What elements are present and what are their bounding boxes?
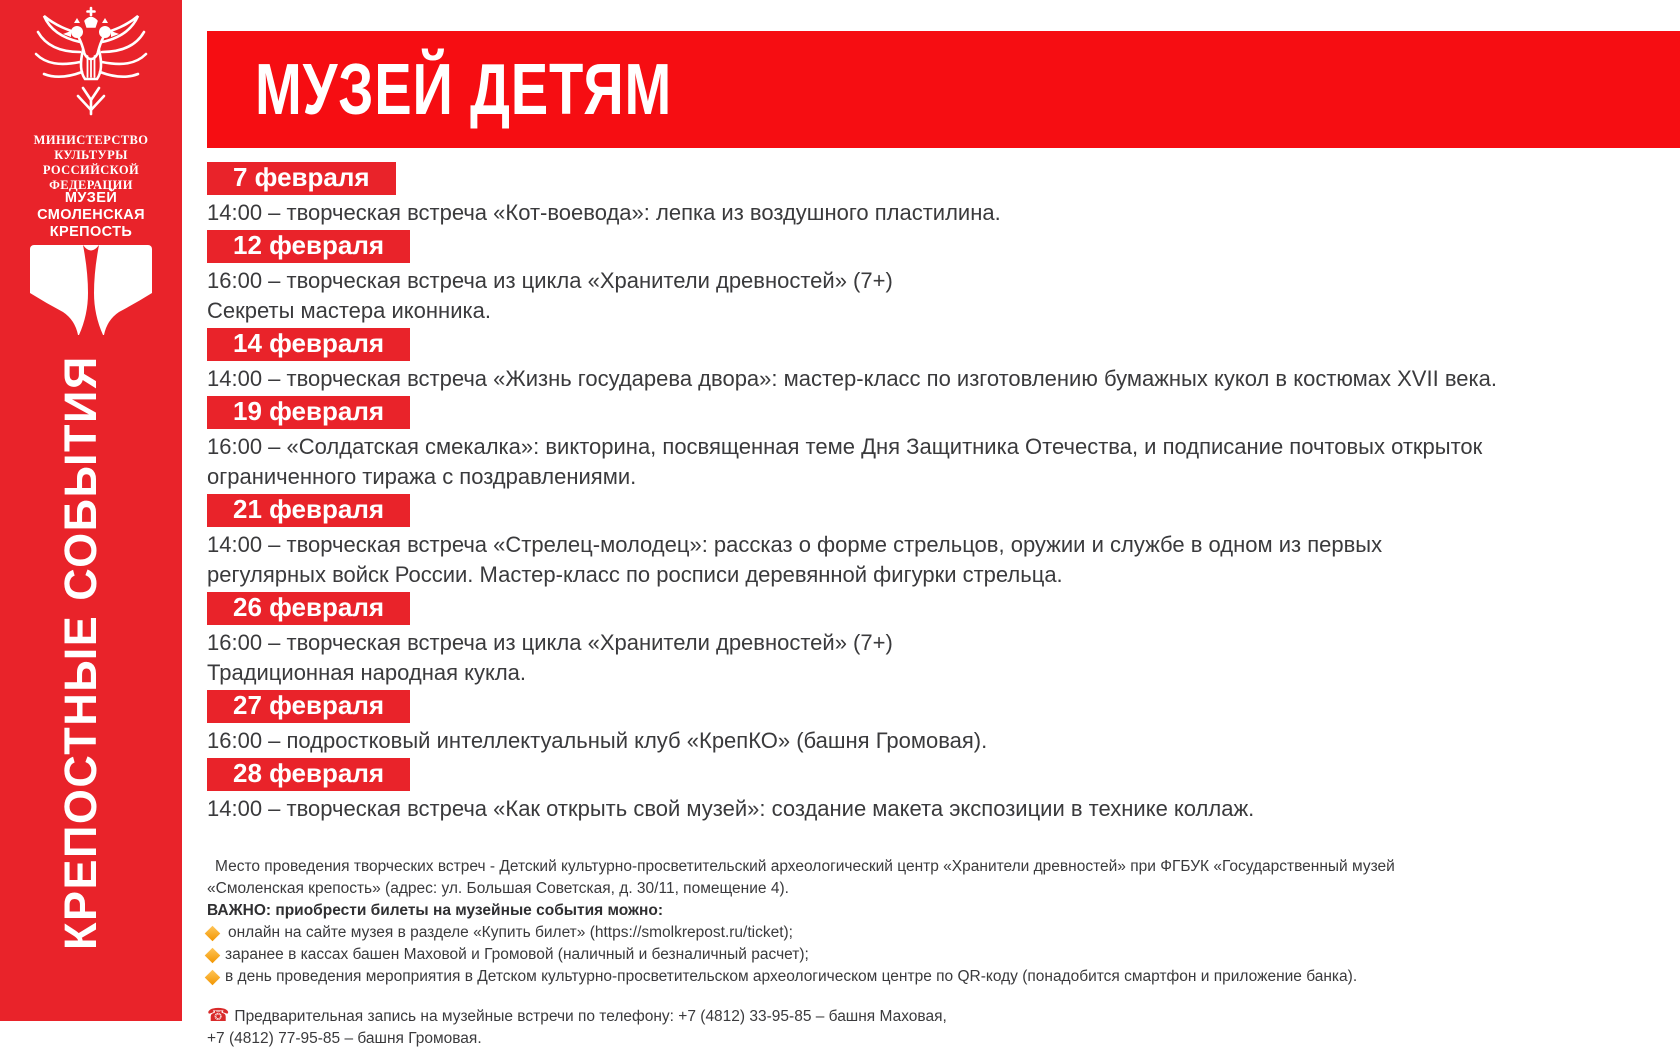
event-line: 16:00 – творческая встреча из цикла «Хранители древностей» (7+) [207, 268, 893, 293]
date-badge: 7 февраля [207, 162, 396, 195]
venue-line2: «Смоленская крепость» (адрес: ул. Большая Советская, д. 30/11, помещение 4). [207, 880, 789, 897]
phone-line1-row [207, 1004, 1650, 1028]
event-feb-28 [207, 758, 1644, 824]
ministry-line1: МИНИСТЕРСТВО КУЛЬТУРЫ [33, 133, 149, 162]
event-description [207, 628, 1644, 688]
event-description [207, 364, 1644, 394]
event-feb-21 [207, 494, 1644, 590]
event-line: регулярных войск России. Мастер-класс по росписи деревянной фигурки стрельца. [207, 562, 1063, 587]
event-description [207, 726, 1644, 756]
event-line: Традиционная народная кукла. [207, 660, 527, 685]
ministry-title [0, 133, 182, 193]
museum-name-line1: МУЗЕЙ [64, 190, 118, 206]
event-description [207, 432, 1644, 492]
event-description [207, 266, 1644, 326]
important-heading: ВАЖНО: приобрести билеты на музейные события можно: [207, 902, 663, 919]
date-badge: 28 февраля [207, 758, 410, 791]
orange-diamond-icon [205, 925, 221, 941]
events-list [207, 162, 1644, 826]
orange-diamond-icon [205, 947, 221, 963]
ticket-option-cashdesk [207, 944, 1650, 966]
event-description [207, 530, 1644, 590]
footnotes [207, 856, 1650, 1050]
event-feb-12 [207, 230, 1644, 326]
event-line: 16:00 – подростковый интеллектуальный клуб «КрепКО» (башня Громовая). [207, 728, 988, 753]
bullet-text: в день проведения мероприятия в Детском культурно-просветительском археологическом центре по QR-коду (понадобится смартфон и приложение банка). [225, 968, 1358, 985]
event-description [207, 794, 1644, 824]
sidebar-vertical-title: КРЕПОСТНЫЕ СОБЫТИЯ [55, 355, 106, 950]
date-badge: 14 февраля [207, 328, 410, 361]
event-feb-14 [207, 328, 1644, 394]
event-line: 14:00 – творческая встреча «Стрелец-молодец»: рассказ о форме стрельцов, оружии и службе в одном из первых [207, 532, 1383, 557]
header-banner [207, 31, 1680, 148]
date-badge: 27 февраля [207, 690, 410, 723]
ticket-option-online [207, 922, 1650, 944]
event-line: 16:00 – «Солдатская смекалка»: викторина, посвященная теме Дня Защитника Отечества, и подписание почтовых открыток [207, 434, 1483, 459]
event-description [207, 198, 1644, 228]
date-badge: 21 февраля [207, 494, 410, 527]
date-badge: 19 февраля [207, 396, 410, 429]
ticket-option-qr [207, 966, 1650, 988]
museum-m-logo-icon [30, 245, 152, 335]
museum-name-line3: КРЕПОСТЬ [49, 224, 133, 240]
page-title: МУЗЕЙ ДЕТЯМ [255, 49, 673, 130]
phone-line2: +7 (4812) 77-95-85 – башня Громовая. [207, 1030, 482, 1047]
telephone-icon: ☎ [207, 1005, 230, 1025]
event-line: Секреты мастера иконника. [207, 298, 491, 323]
event-line: 16:00 – творческая встреча из цикла «Хранители древностей» (7+) [207, 630, 893, 655]
event-feb-19 [207, 396, 1644, 492]
museum-name [0, 190, 182, 241]
event-feb-27 [207, 690, 1644, 756]
date-badge: 12 февраля [207, 230, 410, 263]
event-line: 14:00 – творческая встреча «Жизнь государева двора»: мастер-класс по изготовлению бумажных кукол в костюмах XVII века. [207, 366, 1497, 391]
event-feb-7 [207, 162, 1644, 228]
ministry-line2: РОССИЙСКОЙ ФЕДЕРАЦИИ [42, 163, 140, 192]
orange-diamond-icon [205, 969, 221, 985]
date-badge: 26 февраля [207, 592, 410, 625]
phone-line1: Предварительная запись на музейные встречи по телефону: +7 (4812) 33-95-85 – башня Маховая, [234, 1008, 947, 1025]
sidebar [0, 0, 182, 1021]
event-feb-26 [207, 592, 1644, 688]
event-line: 14:00 – творческая встреча «Кот-воевода»: лепка из воздушного пластилина. [207, 200, 1001, 225]
event-line: ограниченного тиража с поздравлениями. [207, 464, 637, 489]
ministry-eagle-icon [30, 4, 152, 128]
event-line: 14:00 – творческая встреча «Как открыть свой музей»: создание макета экспозиции в технике коллаж. [207, 796, 1255, 821]
museum-name-line2: СМОЛЕНСКАЯ [37, 207, 145, 223]
bullet-text: заранее в кассах башен Маховой и Громовой (наличный и безналичный расчет); [225, 946, 809, 963]
phone-block [207, 1004, 1650, 1050]
venue-line1: Место проведения творческих встреч - Детский культурно-просветительский археологический центр «Хранители древностей» при ФГБУК «Государственный музей [215, 858, 1395, 875]
bullet-text: онлайн на сайте музея в разделе «Купить билет» (https://smolkrepost.ru/ticket); [228, 924, 793, 941]
